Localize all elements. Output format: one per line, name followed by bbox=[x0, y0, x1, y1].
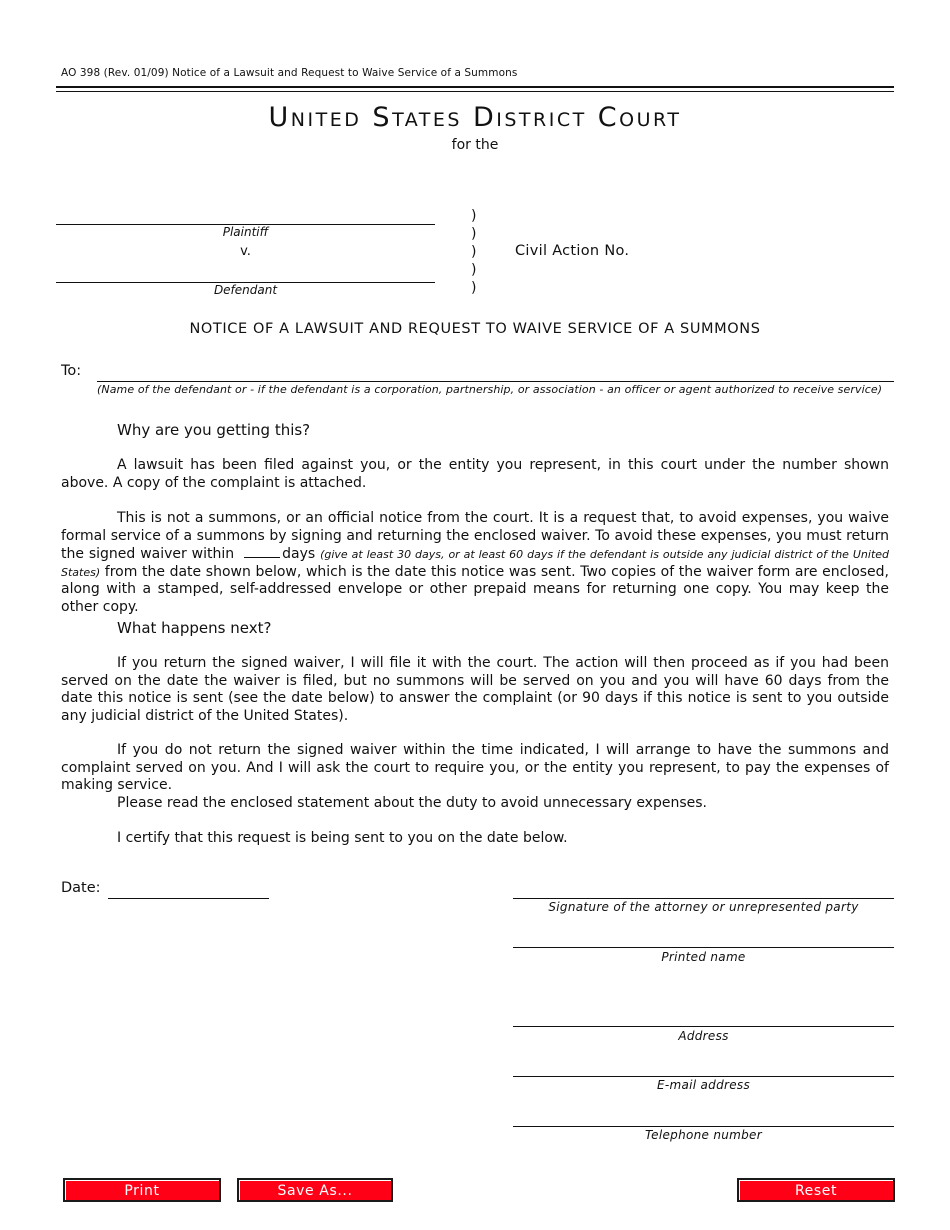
days-label: days bbox=[282, 546, 316, 562]
to-caption: (Name of the defendant or - if the defendant is a corporation, partnership, or association - an officer or agent authorized to receive service) bbox=[97, 383, 883, 396]
reset-button[interactable]: Reset bbox=[737, 1178, 895, 1202]
heading-next: What happens next? bbox=[117, 619, 272, 637]
paragraph-not-return: If you do not return the signed waiver within the time indicated, I will arrange to have the summons and complaint served on you. And I will ask the court to require you, or the entity you represent, to pay the expenses of making service. bbox=[61, 742, 889, 793]
para2-text-continued: from the date shown below, which is the date this notice was sent. Two copies of the waiver form are enclosed, along with a stamped, self-addressed envelope or other prepaid means for returning one copy. You may keep the other copy. bbox=[61, 563, 890, 615]
days-field[interactable] bbox=[244, 545, 280, 558]
printed-name-field[interactable] bbox=[513, 947, 894, 948]
signature-caption: Signature of the attorney or unrepresented party bbox=[548, 900, 859, 914]
para2-text: This is not a summons, or an official notice from the court. It is a request that, to avoid expenses, you waive formal service of a summons by signing and returning the enclosed waiver. To avoid these expenses, you must return the signed waiver within bbox=[61, 510, 889, 562]
date-field[interactable] bbox=[108, 898, 269, 899]
days-note: (give at least 30 days, or at least 60 days if the defendant is outside any judicial district of the United States) bbox=[61, 548, 890, 579]
save-as-button[interactable]: Save As... bbox=[237, 1178, 393, 1202]
defendant-name-field[interactable] bbox=[97, 381, 894, 382]
civil-action-label: Civil Action No. bbox=[515, 243, 630, 259]
paragraph-certify: I certify that this request is being sent to you on the date below. bbox=[117, 830, 568, 846]
caption-paren: ) bbox=[471, 226, 477, 242]
email-caption: E-mail address bbox=[656, 1078, 751, 1092]
plaintiff-label: Plaintiff bbox=[222, 225, 269, 239]
print-button[interactable]: Print bbox=[63, 1178, 221, 1202]
email-field[interactable] bbox=[513, 1076, 894, 1077]
signature-field[interactable] bbox=[513, 898, 894, 899]
defendant-label: Defendant bbox=[213, 283, 278, 297]
caption-paren: ) bbox=[471, 280, 477, 296]
paragraph-read-statement: Please read the enclosed statement about the duty to avoid unnecessary expenses. bbox=[117, 795, 707, 811]
to-label: To: bbox=[61, 363, 82, 379]
date-label: Date: bbox=[61, 880, 101, 896]
paragraph-waiver-request bbox=[61, 510, 889, 616]
address-field[interactable] bbox=[513, 1026, 894, 1027]
caption-paren: ) bbox=[471, 262, 477, 278]
caption-paren: ) bbox=[471, 244, 477, 260]
header-rule-thin bbox=[56, 91, 894, 92]
telephone-field[interactable] bbox=[513, 1126, 894, 1127]
paragraph-lawsuit-filed: A lawsuit has been filed against you, or the entity you represent, in this court under the number shown above. A copy of the complaint is attached. bbox=[61, 457, 889, 491]
court-title: United States District Court bbox=[268, 102, 682, 133]
header-rule-thick bbox=[56, 86, 894, 88]
address-caption: Address bbox=[678, 1029, 729, 1043]
telephone-caption: Telephone number bbox=[645, 1128, 762, 1142]
civil-action-number-field[interactable] bbox=[642, 240, 882, 262]
paragraph-return-waiver: If you return the signed waiver, I will file it with the court. The action will then proceed as if you had been served on the date the waiver is filed, but no summons will be served on you and you will have 60 days from the date this notice is sent (see the date below) to answer the complaint (or 90 days if this notice is sent to you outside any judicial district of the United States). bbox=[61, 655, 889, 724]
versus-label: v. bbox=[240, 244, 251, 259]
printed-name-caption: Printed name bbox=[661, 950, 746, 964]
notice-title: NOTICE OF A LAWSUIT AND REQUEST TO WAIVE SERVICE OF A SUMMONS bbox=[189, 321, 761, 337]
caption-paren: ) bbox=[471, 208, 477, 224]
heading-why: Why are you getting this? bbox=[117, 421, 311, 439]
form-id: AO 398 (Rev. 01/09) Notice of a Lawsuit and Request to Waive Service of a Summons bbox=[61, 67, 518, 79]
court-for-the: for the bbox=[451, 137, 499, 153]
